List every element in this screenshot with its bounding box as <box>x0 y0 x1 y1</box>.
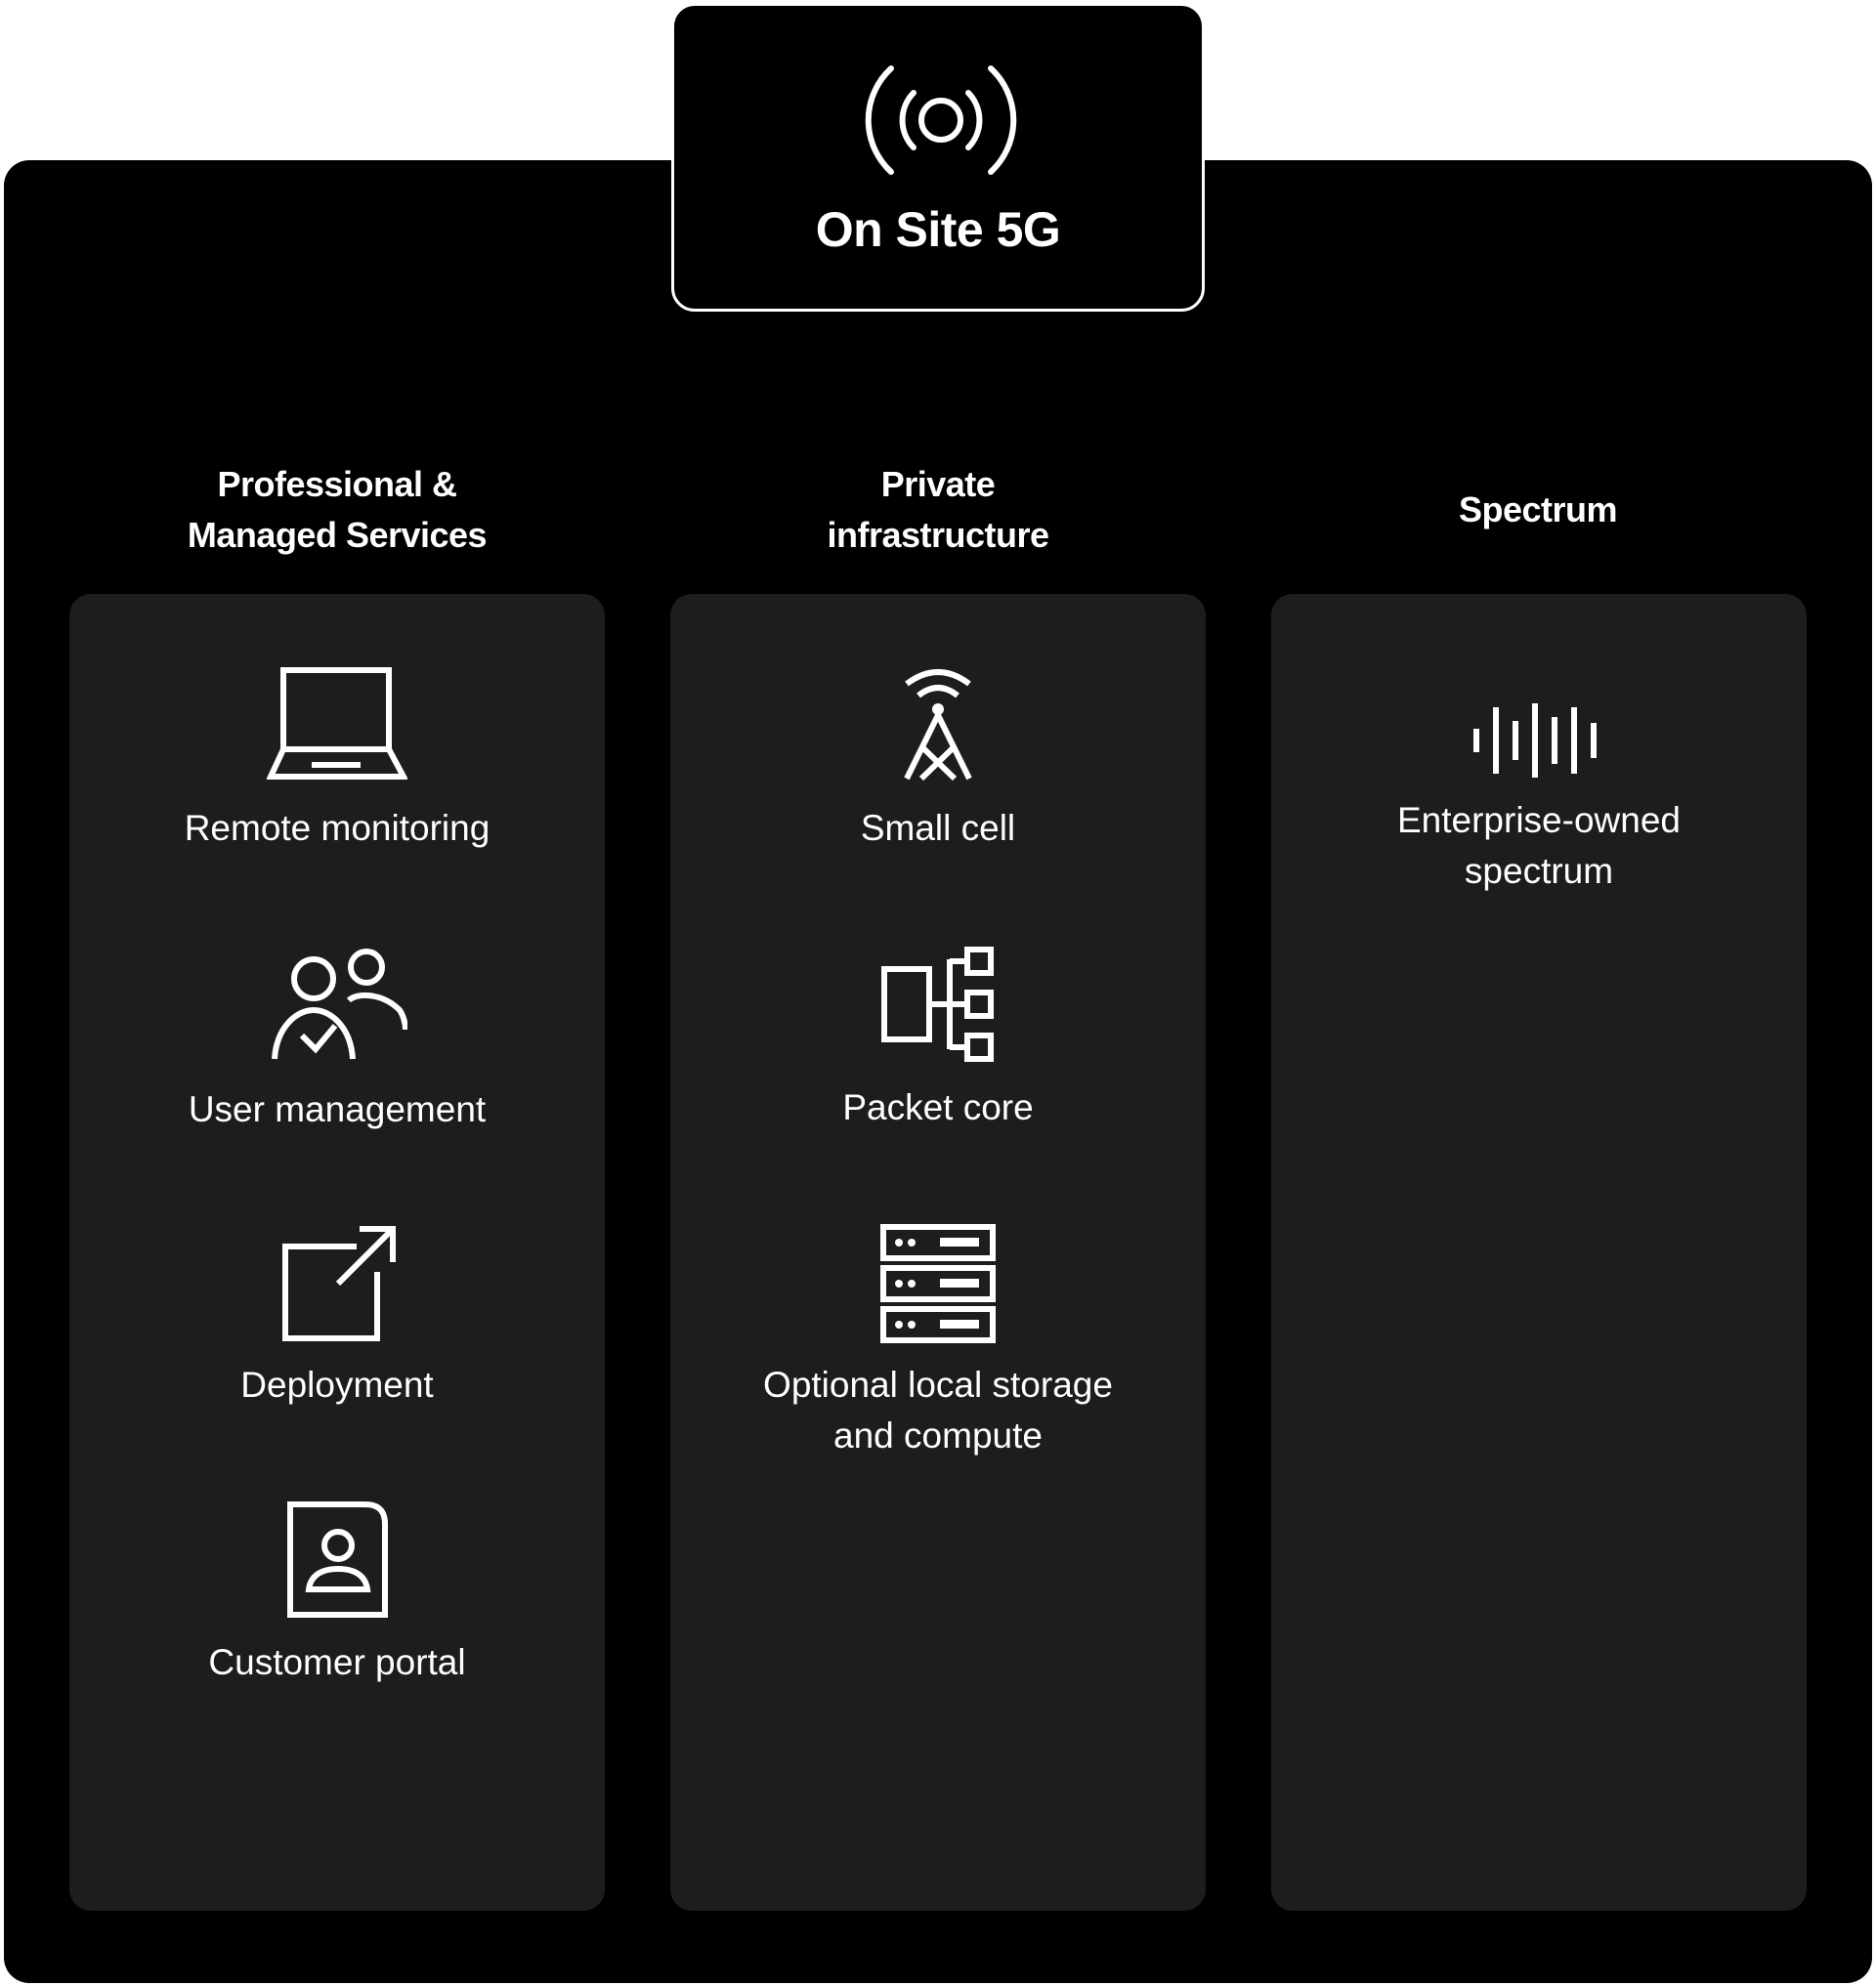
item-label-line: Optional local storage <box>763 1365 1113 1405</box>
item-label: Small cell <box>860 808 1016 848</box>
item-label-line: spectrum <box>1464 851 1614 891</box>
page-title: On Site 5G <box>815 202 1061 257</box>
server-rack-icon <box>879 1223 997 1344</box>
item-label <box>1271 795 1807 897</box>
column-card-professional-services <box>69 594 605 1911</box>
item-label: Remote monitoring <box>184 808 490 848</box>
column-card-spectrum <box>1271 594 1807 1911</box>
column-heading-private-infrastructure <box>670 459 1206 561</box>
column-heading-line: Private <box>880 464 996 504</box>
column-heading-line: Managed Services <box>187 515 488 555</box>
item-label: Deployment <box>240 1365 434 1405</box>
item-label <box>670 1360 1206 1461</box>
users-check-icon <box>267 946 407 1063</box>
column-heading-line: Professional & <box>217 464 457 504</box>
column-heading-professional-services <box>69 459 605 561</box>
waveform-icon <box>1471 699 1607 782</box>
broadcast-signal-icon <box>858 57 1024 184</box>
column-card-private-infrastructure <box>670 594 1206 1911</box>
network-nodes-icon <box>879 946 997 1063</box>
cell-tower-icon <box>899 666 977 782</box>
profile-card-icon <box>283 1500 391 1620</box>
column-heading-line: infrastructure <box>827 515 1049 555</box>
item-label: User management <box>188 1089 487 1129</box>
item-label: Customer portal <box>208 1642 466 1682</box>
external-arrow-icon <box>274 1223 401 1344</box>
laptop-icon <box>267 666 407 782</box>
item-label: Packet core <box>842 1087 1034 1127</box>
item-label-line: Enterprise-owned <box>1397 800 1681 840</box>
header-card <box>671 3 1205 312</box>
column-heading-spectrum <box>1270 485 1806 535</box>
column-heading-line: Spectrum <box>1458 489 1618 529</box>
item-label-line: and compute <box>833 1416 1043 1456</box>
